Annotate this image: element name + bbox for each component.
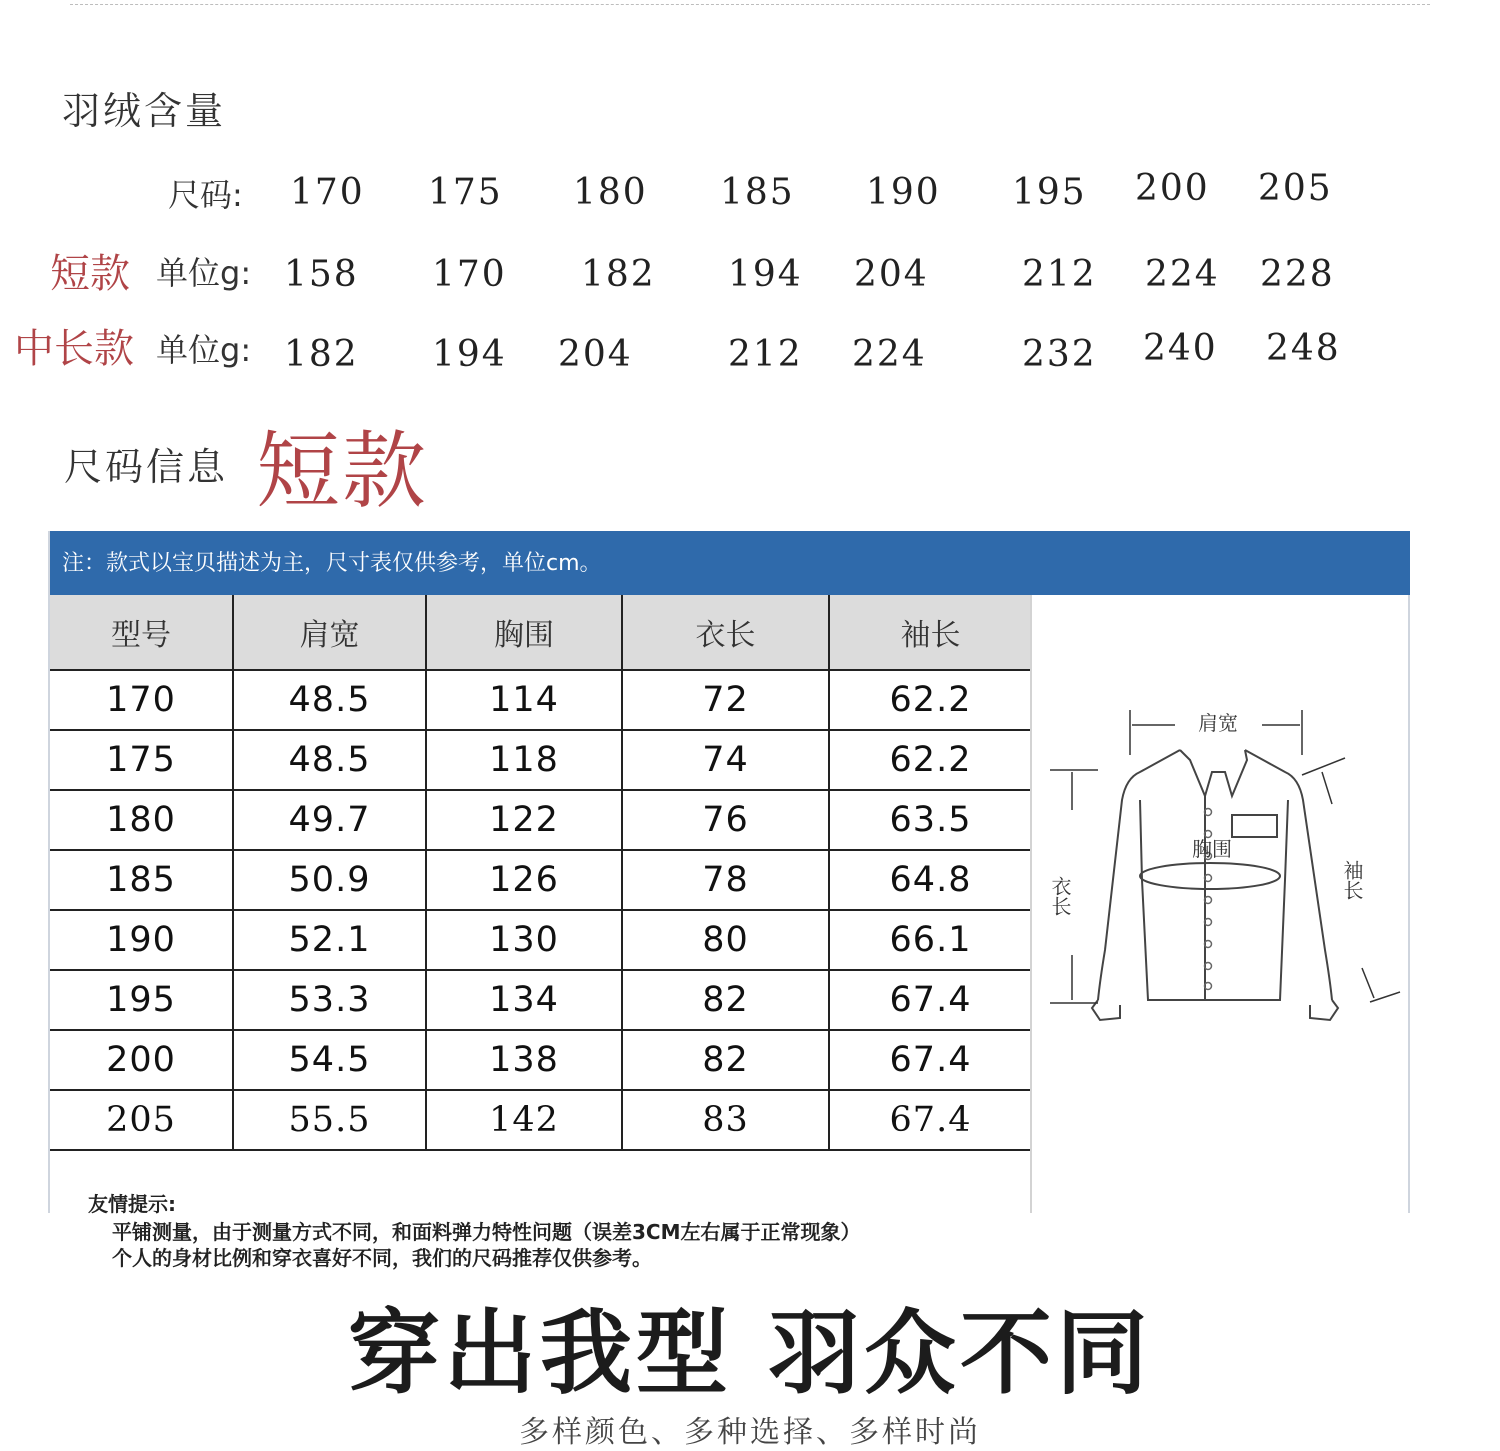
cell-length: 76	[622, 790, 829, 850]
cell-model: 180	[50, 790, 233, 850]
cell-shoulder: 48.5	[233, 730, 426, 790]
cell-chest: 122	[426, 790, 622, 850]
mid-long-weight-value: 182	[284, 334, 359, 375]
cell-length: 74	[622, 730, 829, 790]
cell-sleeve: 62.2	[829, 670, 1031, 730]
cell-chest: 118	[426, 730, 622, 790]
jacket-outline-icon	[1092, 750, 1338, 1020]
cell-sleeve: 62.2	[829, 730, 1031, 790]
cell-sleeve: 67.4	[829, 970, 1031, 1030]
column-header-model: 型号	[50, 595, 233, 670]
size-value: 200	[1135, 168, 1210, 209]
cell-shoulder: 49.7	[233, 790, 426, 850]
mid-long-weight-value: 248	[1266, 328, 1341, 369]
short-weight-value: 194	[728, 254, 803, 295]
cell-length: 80	[622, 910, 829, 970]
cell-model: 195	[50, 970, 233, 1030]
cell-chest: 114	[426, 670, 622, 730]
column-header-shoulder: 肩宽	[233, 595, 426, 670]
cell-length: 78	[622, 850, 829, 910]
table-row	[50, 1090, 1031, 1150]
short-weight-value: 212	[1022, 254, 1097, 295]
size-info-title: 尺码信息	[64, 445, 229, 489]
tips-title: 友情提示:	[88, 1192, 176, 1216]
cell-sleeve: 67.4	[829, 1030, 1031, 1090]
cell-model: 175	[50, 730, 233, 790]
diagram-shoulder-label: 肩宽	[1198, 711, 1238, 735]
cell-shoulder: 54.5	[233, 1030, 426, 1090]
size-value: 205	[1258, 168, 1333, 209]
mid-long-weight-value: 232	[1022, 334, 1097, 375]
size-value: 195	[1012, 172, 1087, 213]
jacket-measurement-diagram	[1040, 700, 1405, 1030]
cell-sleeve: 66.1	[829, 910, 1031, 970]
size-label: 尺码:	[168, 176, 243, 214]
diagram-chest-label: 胸围	[1192, 837, 1232, 861]
diagram-separator	[1030, 595, 1032, 1213]
cell-shoulder: 52.1	[233, 910, 426, 970]
cell-chest: 134	[426, 970, 622, 1030]
size-value: 190	[866, 172, 941, 213]
short-weight-value: 228	[1260, 254, 1335, 295]
column-header-sleeve: 袖长	[829, 595, 1031, 670]
mid-long-weight-value: 204	[558, 334, 633, 375]
tips-line-2: 个人的身材比例和穿衣喜好不同，我们的尺码推荐仅供参考。	[112, 1246, 652, 1270]
mid-long-weight-value: 224	[852, 334, 927, 375]
cell-shoulder: 50.9	[233, 850, 426, 910]
tips-line-1: 平铺测量，由于测量方式不同，和面料弹力特性问题（误差3CM左右属于正常现象）	[112, 1220, 861, 1244]
sub-slogan: 多样颜色、多种选择、多样时尚	[519, 1415, 981, 1450]
cell-chest: 126	[426, 850, 622, 910]
table-row	[50, 850, 1031, 910]
size-value: 180	[573, 172, 648, 213]
cell-model: 190	[50, 910, 233, 970]
cell-length: 72	[622, 670, 829, 730]
cell-chest: 142	[426, 1090, 622, 1150]
size-table	[50, 595, 1031, 1151]
short-unit-label: 单位g:	[156, 254, 252, 292]
column-header-chest: 胸围	[426, 595, 622, 670]
size-value: 170	[290, 172, 365, 213]
cell-shoulder: 53.3	[233, 970, 426, 1030]
cell-model: 205	[50, 1090, 233, 1150]
cell-model: 185	[50, 850, 233, 910]
table-row	[50, 910, 1031, 970]
cell-length: 83	[622, 1090, 829, 1150]
cell-shoulder: 55.5	[233, 1090, 426, 1150]
size-value: 175	[428, 172, 503, 213]
mid-long-weight-value: 194	[432, 334, 507, 375]
cell-chest: 138	[426, 1030, 622, 1090]
diagram-length-label: 衣长	[1048, 876, 1072, 916]
cell-shoulder: 48.5	[233, 670, 426, 730]
size-info-style-name: 短款	[256, 422, 429, 520]
cell-sleeve: 63.5	[829, 790, 1031, 850]
cell-chest: 130	[426, 910, 622, 970]
table-row	[50, 730, 1031, 790]
cell-length: 82	[622, 1030, 829, 1090]
short-weight-value: 224	[1145, 254, 1220, 295]
mid-long-style-label: 中长款	[14, 326, 134, 372]
cell-model: 200	[50, 1030, 233, 1090]
mid-long-unit-label: 单位g:	[156, 331, 252, 369]
table-row	[50, 670, 1031, 730]
table-row	[50, 970, 1031, 1030]
cell-sleeve: 64.8	[829, 850, 1031, 910]
size-chart-note-banner: 注：款式以宝贝描述为主，尺寸表仅供参考，单位cm。	[50, 531, 1410, 595]
size-table-header-row	[50, 595, 1031, 670]
cell-sleeve: 67.4	[829, 1090, 1031, 1150]
short-weight-value: 204	[854, 254, 929, 295]
short-weight-value: 182	[581, 254, 656, 295]
short-weight-value: 170	[432, 254, 507, 295]
cell-length: 82	[622, 970, 829, 1030]
mid-long-weight-value: 240	[1143, 328, 1218, 369]
top-dashed-divider	[70, 4, 1430, 5]
down-content-title: 羽绒含量	[62, 89, 227, 133]
slogan: 穿出我型 羽众不同	[347, 1300, 1153, 1407]
short-weight-value: 158	[284, 254, 359, 295]
cell-model: 170	[50, 670, 233, 730]
diagram-sleeve-label: 袖长	[1340, 860, 1364, 900]
table-row	[50, 1030, 1031, 1090]
short-style-label: 短款	[50, 251, 130, 297]
table-row	[50, 790, 1031, 850]
mid-long-weight-value: 212	[728, 334, 803, 375]
column-header-length: 衣长	[622, 595, 829, 670]
size-value: 185	[720, 172, 795, 213]
